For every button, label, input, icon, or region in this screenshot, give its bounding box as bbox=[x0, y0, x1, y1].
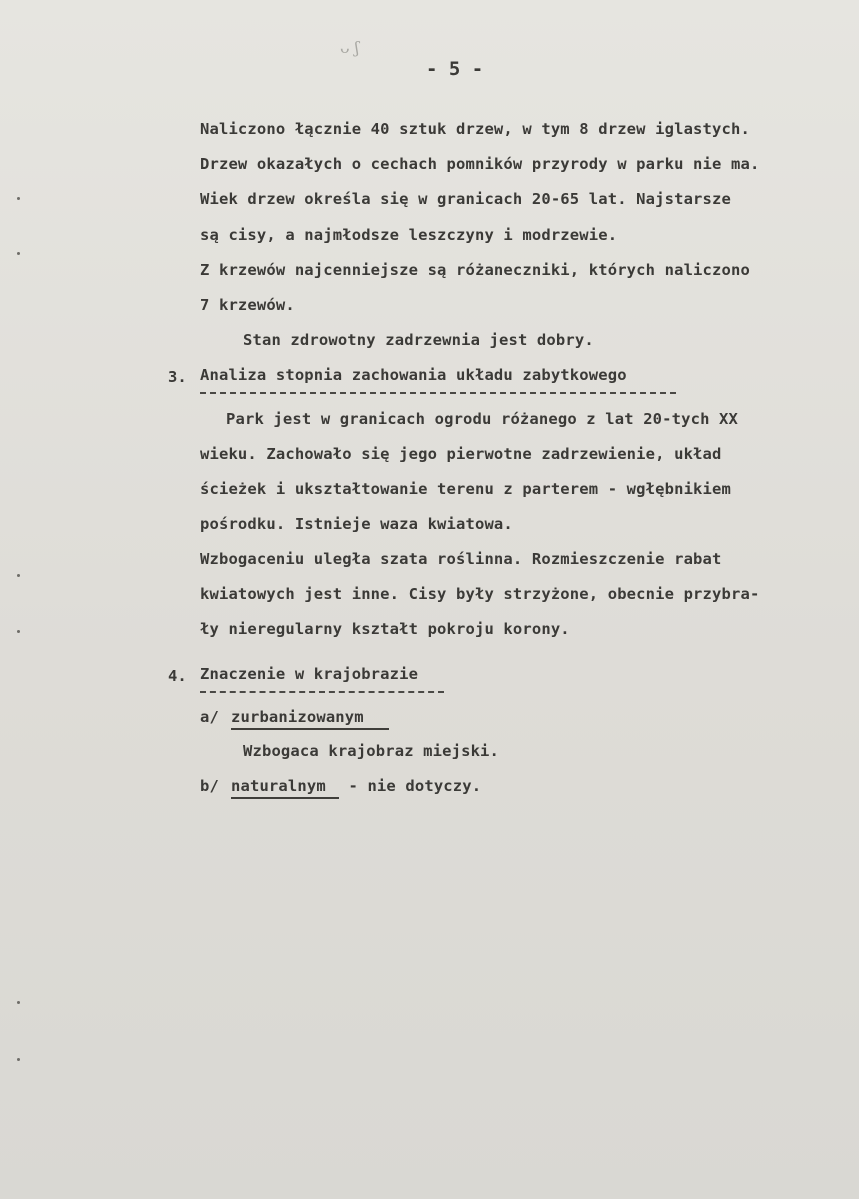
text-line: pośrodku. Istnieje waza kwiatowa. bbox=[200, 515, 513, 533]
text-line: ścieżek i ukształtowanie terenu z parterem - wgłębnikiem bbox=[200, 480, 731, 498]
label-underline bbox=[231, 797, 339, 799]
text-line: Stan zdrowotny zadrzewnia jest dobry. bbox=[243, 331, 594, 349]
text-line: Drzew okazałych o cechach pomników przyrody w parku nie ma. bbox=[200, 155, 760, 173]
heading-underline bbox=[200, 392, 676, 394]
list-label: zurbanizowanym bbox=[231, 708, 364, 726]
text-line: Z krzewów najcenniejsze są różaneczniki, których naliczono bbox=[200, 261, 750, 279]
section-number: 3. bbox=[168, 368, 187, 386]
list-prefix: b/ bbox=[200, 777, 219, 795]
text-line: są cisy, a najmłodsze leszczyny i modrzewie. bbox=[200, 226, 618, 244]
heading-underline bbox=[200, 691, 444, 693]
text-line: wieku. Zachowało się jego pierwotne zadrzewienie, układ bbox=[200, 445, 722, 463]
text-line: - nie dotyczy. bbox=[339, 777, 482, 795]
text-line: Wzbogaceniu uległa szata roślinna. Rozmieszczenie rabat bbox=[200, 550, 722, 568]
text-line: kwiatowych jest inne. Cisy były strzyżone, obecnie przybra- bbox=[200, 585, 760, 603]
text-line: Park jest w granicach ogrodu różanego z lat 20-tych XX bbox=[226, 410, 739, 428]
margin-mark bbox=[17, 197, 20, 200]
text-line: Naliczono łącznie 40 sztuk drzew, w tym 8 drzew iglastych. bbox=[200, 120, 750, 138]
page-number: - 5 - bbox=[426, 58, 484, 80]
margin-mark bbox=[17, 574, 20, 577]
margin-mark bbox=[17, 630, 20, 633]
margin-mark bbox=[17, 1001, 20, 1004]
section-heading: Znaczenie w krajobrazie bbox=[200, 665, 419, 683]
text-line: Wzbogaca krajobraz miejski. bbox=[243, 742, 500, 760]
margin-mark bbox=[17, 1058, 20, 1061]
label-underline bbox=[231, 728, 389, 730]
margin-mark bbox=[17, 252, 20, 255]
section-number: 4. bbox=[168, 667, 187, 685]
section-heading: Analiza stopnia zachowania układu zabytkowego bbox=[200, 366, 627, 384]
text-line: 7 krzewów. bbox=[200, 296, 295, 314]
list-prefix: a/ bbox=[200, 708, 219, 726]
text-line: Wiek drzew określa się w granicach 20-65 lat. Najstarsze bbox=[200, 190, 731, 208]
text-line: ły nieregularny kształt pokroju korony. bbox=[200, 620, 570, 638]
pencil-mark: ᴗ ʃ bbox=[340, 38, 360, 57]
list-label: naturalnym bbox=[231, 777, 326, 795]
